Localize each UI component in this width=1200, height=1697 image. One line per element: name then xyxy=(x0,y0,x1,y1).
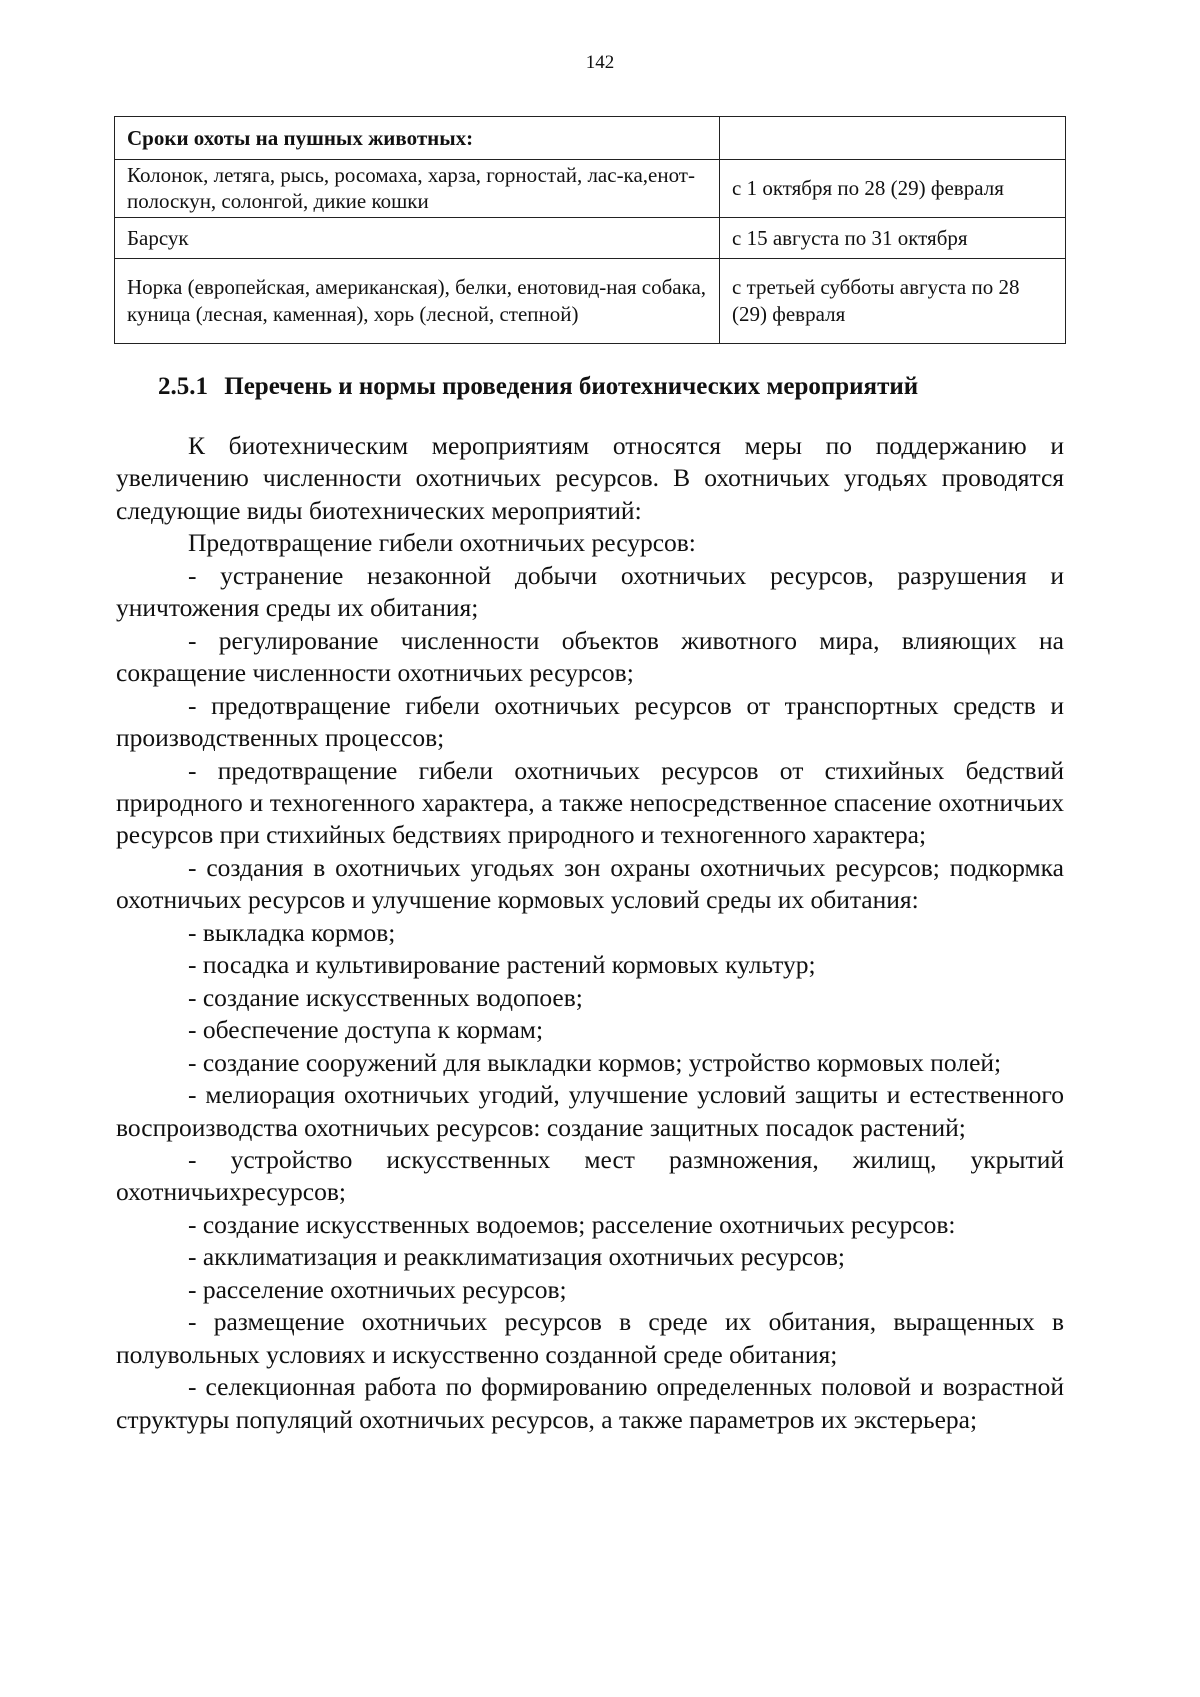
table-row xyxy=(115,117,1066,160)
table-header-cell: Сроки охоты на пушных животных: xyxy=(115,117,720,160)
list-item: - обеспечение доступа к кормам; xyxy=(188,1015,544,1045)
list-item: - создание сооружений для выкладки кормов; устройство кормовых полей; xyxy=(188,1047,1002,1077)
page-number: 142 xyxy=(585,52,615,73)
list-item: - выкладка кормов; xyxy=(188,917,396,947)
paragraph: - предотвращение гибели охотничьих ресурсов от транспортных средств и производственных процессов; xyxy=(116,690,1064,753)
paragraph: К биотехническим мероприятиям относятся меры по поддержанию и увеличению численности охотничьих ресурсов. В охотничьих угодьях проводятся следующие виды биотехнических мероприятий: xyxy=(116,431,1064,525)
table-cell-period: с 15 августа по 31 октября xyxy=(720,217,1066,258)
list-item: - селекционная работа по формированию определенных половой и возрастной структуры популяций охотничьих ресурсов, а также параметров их экстерьера; xyxy=(116,1372,1064,1434)
list-item: - мелиорация охотничьих угодий, улучшение условий защиты и естественного воспроизводства охотничьих ресурсов: создание защитных посадок растений; xyxy=(116,1080,1064,1142)
table-cell-period: с 1 октября по 28 (29) февраля xyxy=(720,160,1066,218)
list-item: - размещение охотничьих ресурсов в среде их обитания, выращенных в полувольных условиях и искусственно созданной среде обитания; xyxy=(116,1307,1064,1369)
table-row xyxy=(115,217,1066,258)
section-number: 2.5.1 xyxy=(158,373,208,400)
list-item: - акклиматизация и реакклиматизация охотничьих ресурсов; xyxy=(188,1242,845,1272)
list-item: - устройство искусственных мест размножения, жилищ, укрытий охотничьихресурсов; xyxy=(116,1144,1064,1207)
body-text xyxy=(116,430,1064,1436)
table-cell-species: Норка (европейская, американская), белки, енотовид-ная собака, куница (лесная, каменная), хорь (лесной, степной) xyxy=(115,258,720,343)
table-cell-species: Колонок, летяга, рысь, росомаха, харза, горностай, лас-ка,енот-полоскун, солонгой, дикие кошки xyxy=(115,160,720,218)
table-row xyxy=(115,258,1066,343)
paragraph: - регулирование численности объектов животного мира, влияющих на сокращение численности охотничьих ресурсов; xyxy=(116,625,1064,688)
table-cell-species: Барсук xyxy=(115,217,720,258)
hunting-season-table xyxy=(114,116,1066,344)
section-title: Перечень и нормы проведения биотехнических мероприятий xyxy=(224,373,919,400)
table-cell-period xyxy=(720,117,1066,160)
paragraph: Предотвращение гибели охотничьих ресурсов: xyxy=(188,528,696,558)
list-item: - создание искусственных водопоев; xyxy=(188,982,583,1012)
paragraph: - устранение незаконной добычи охотничьих ресурсов, разрушения и уничтожения среды их обитания; xyxy=(116,560,1064,623)
paragraph: - создания в охотничьих угодьях зон охраны охотничьих ресурсов; подкормка охотничьих ресурсов и улучшение кормовых условий среды их обитания: xyxy=(116,852,1064,915)
list-item: - создание искусственных водоемов; расселение охотничьих ресурсов: xyxy=(188,1209,956,1239)
table-row xyxy=(115,160,1066,218)
list-item: - посадка и культивирование растений кормовых культур; xyxy=(188,950,816,980)
list-item: - расселение охотничьих ресурсов; xyxy=(188,1274,567,1304)
paragraph: - предотвращение гибели охотничьих ресурсов от стихийных бедствий природного и техногенного характера, а также непосредственное спасение охотничьих ресурсов при стихийных бедствиях природного и техногенного характера; xyxy=(116,755,1064,850)
table-cell-period: с третьей субботы августа по 28 (29) февраля xyxy=(720,258,1066,343)
section-heading xyxy=(158,373,918,401)
